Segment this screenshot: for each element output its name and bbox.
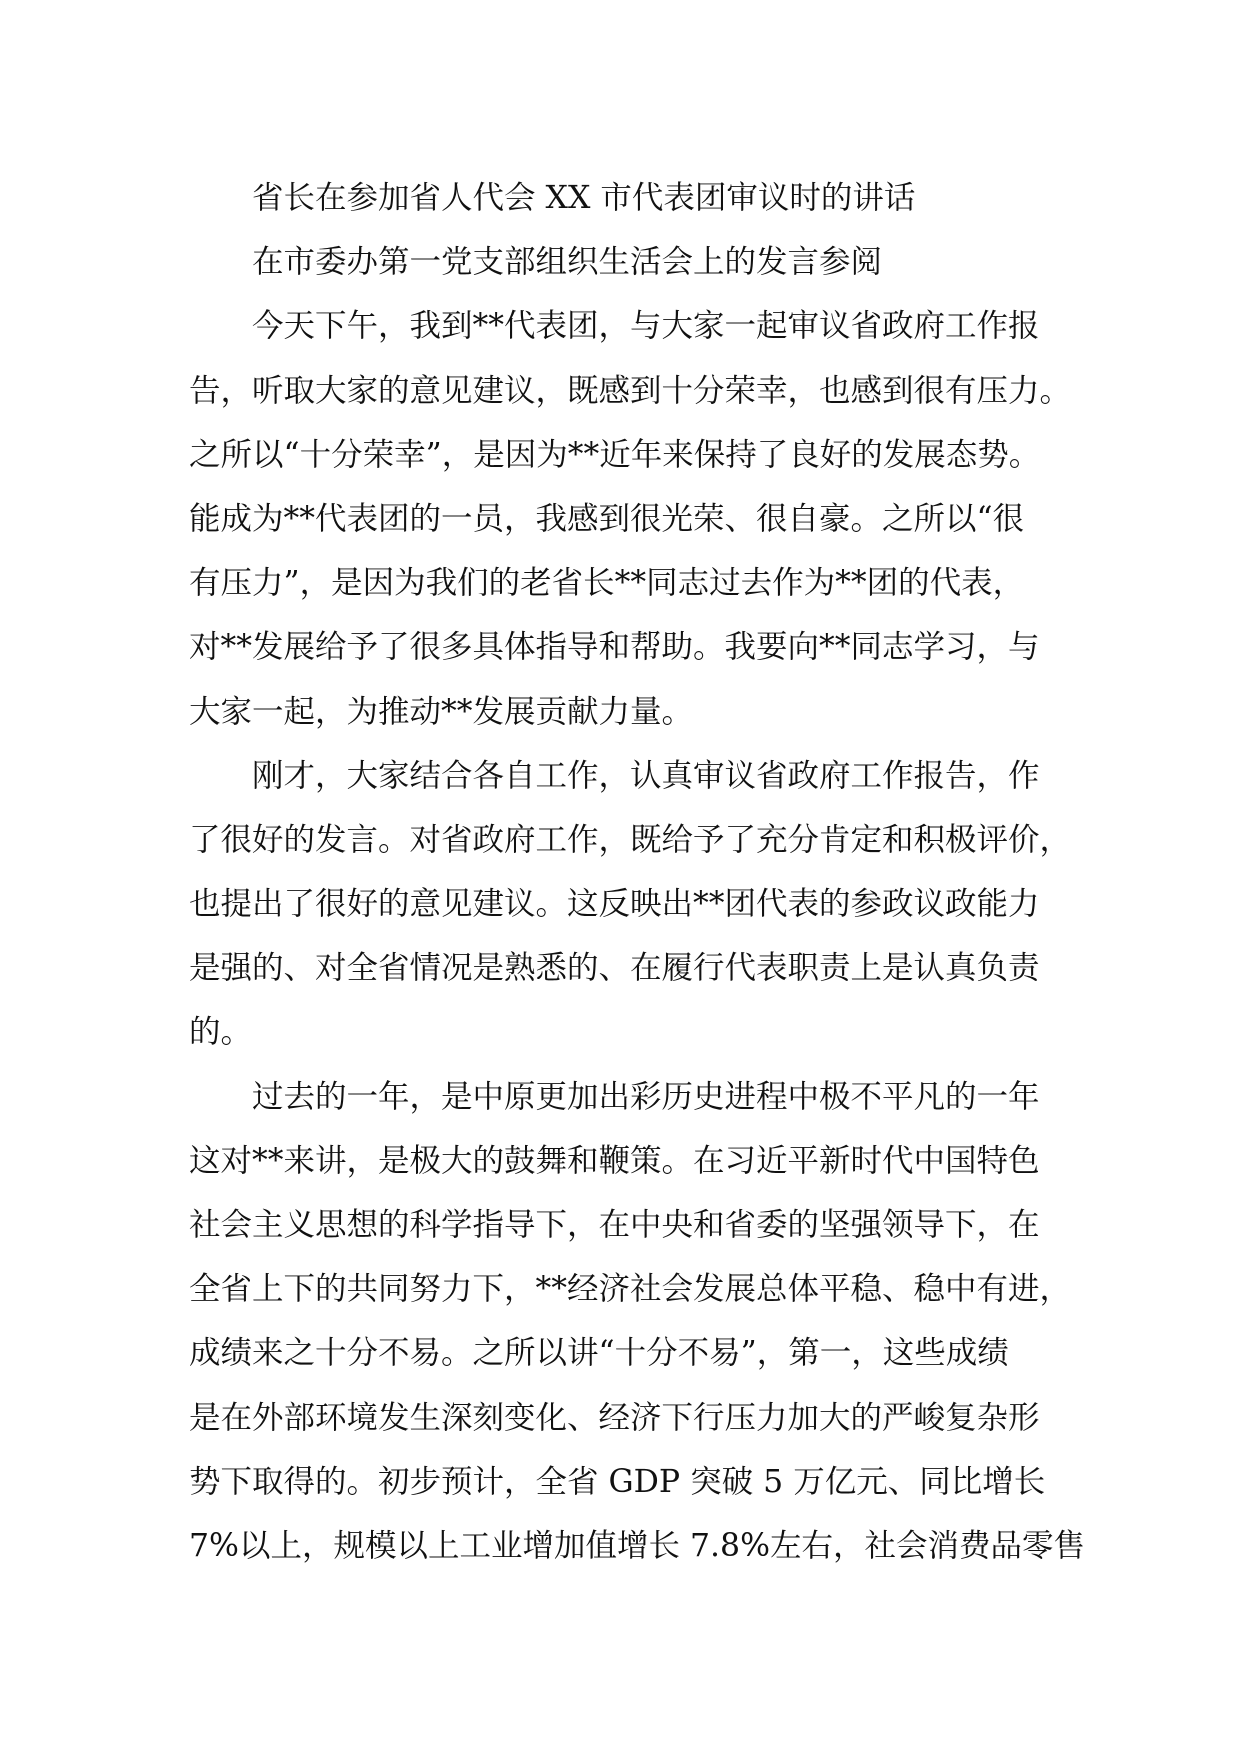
paragraph-line: 是在外部环境发生深刻变化、经济下行压力加大的严峻复杂形 [189,1399,1040,1436]
paragraph-line: 是强的、对全省情况是熟悉的、在履行代表职责上是认真负责 [189,950,1040,987]
paragraph-line: 之所以“十分荣幸”，是因为**近年来保持了良好的发展态势。 [189,436,1041,473]
document-body [189,166,1086,1578]
paragraph-line: 今天下午，我到**代表团，与大家一起审议省政府工作报 [252,308,1040,345]
paragraph-line: 过去的一年，是中原更加出彩历史进程中极不平凡的一年 [252,1078,1040,1115]
paragraph-line: 刚才，大家结合各自工作，认真审议省政府工作报告，作 [252,757,1040,794]
paragraph-line: 有压力”，是因为我们的老省长**同志过去作为**团的代表， [189,565,1025,602]
paragraph-line: 能成为**代表团的一员，我感到很光荣、很自豪。之所以“很 [189,500,1025,537]
document-subtitle-line: 在市委办第一党支部组织生活会上的发言参阅 [252,244,883,281]
paragraph-line: 7%以上，规模以上工业增加值增长 7.8%左右，社会消费品零售 [189,1527,1086,1564]
paragraph-line: 成绩来之十分不易。之所以讲“十分不易”，第一，这些成绩 [189,1335,1009,1372]
paragraph-line: 大家一起，为推动**发展贡献力量。 [189,693,694,730]
paragraph-line: 了很好的发言。对省政府工作，既给予了充分肯定和积极评价， [189,821,1072,858]
paragraph-line: 也提出了很好的意见建议。这反映出**团代表的参政议政能力 [189,886,1040,923]
document-title-line: 省长在参加省人代会 XX 市代表团审议时的讲话 [252,180,916,216]
paragraph-line: 对**发展给予了很多具体指导和帮助。我要向**同志学习，与 [189,629,1040,666]
paragraph-line: 告，听取大家的意见建议，既感到十分荣幸，也感到很有压力。 [189,372,1072,409]
paragraph-line: 社会主义思想的科学指导下，在中央和省委的坚强领导下，在 [189,1207,1040,1243]
paragraph-line: 势下取得的。初步预计，全省 GDP 突破 5 万亿元、同比增长 [189,1463,1046,1500]
paragraph-line: 这对**来讲，是极大的鼓舞和鞭策。在习近平新时代中国特色 [189,1142,1040,1179]
paragraph-line: 的。 [189,1014,253,1051]
paragraph-line: 全省上下的共同努力下，**经济社会发展总体平稳、稳中有进， [189,1271,1072,1308]
